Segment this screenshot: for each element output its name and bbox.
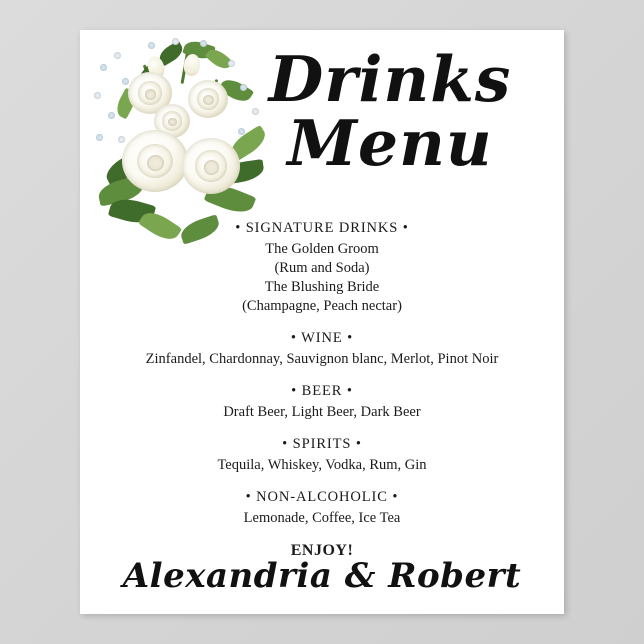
leaf [182, 38, 215, 62]
title-line-1: Drinks [268, 42, 512, 116]
stem [181, 44, 191, 84]
section-line: Draft Beer, Light Beer, Dark Beer [223, 404, 421, 420]
leaf [133, 60, 165, 93]
poster [80, 30, 564, 614]
title-line-2: Menu [287, 106, 493, 180]
rose [188, 80, 228, 118]
gypsophila [132, 100, 139, 107]
stem [201, 79, 219, 117]
section-heading: • SPIRITS • [282, 436, 362, 452]
menu-section-beer [110, 383, 534, 422]
menu-body [110, 220, 534, 560]
gypsophila [200, 40, 207, 47]
section-line: Tequila, Whiskey, Vodka, Rum, Gin [217, 457, 427, 473]
rose-bud [183, 53, 202, 77]
section-heading: • WINE • [290, 330, 354, 346]
section-heading: • NON-ALCOHOLIC • [245, 489, 399, 505]
section-heading: • SIGNATURE DRINKS • [235, 220, 409, 236]
gypsophila [118, 136, 125, 143]
rose [122, 130, 188, 192]
section-line: The Golden Groom [265, 241, 379, 257]
menu-section-spirits [110, 436, 534, 475]
gypsophila [100, 64, 107, 71]
leaf [204, 180, 257, 218]
gypsophila [96, 134, 103, 141]
rose-bud [145, 54, 167, 80]
stem [143, 64, 156, 97]
section-heading: • BEER • [291, 383, 353, 399]
leaf [113, 88, 139, 120]
gypsophila [122, 78, 129, 85]
menu-section-non-alcoholic [110, 489, 534, 528]
section-line: Lemonade, Coffee, Ice Tea [243, 510, 401, 526]
gypsophila [172, 38, 179, 45]
gypsophila [114, 52, 121, 59]
leaf [156, 41, 186, 67]
gypsophila [108, 112, 115, 119]
menu-section-signature-drinks [110, 220, 534, 316]
gypsophila [148, 42, 155, 49]
gypsophila [94, 92, 101, 99]
rose [154, 104, 190, 138]
section-line: (Rum and Soda) [274, 260, 370, 276]
page-title [230, 42, 550, 180]
section-line: (Champagne, Peach nectar) [242, 298, 402, 314]
couple-names: Alexandria & Robert [122, 556, 522, 596]
leaf [96, 175, 146, 206]
enjoy-text: ENJOY! [290, 542, 354, 559]
menu-section-wine [110, 330, 534, 369]
section-line: The Blushing Bride [264, 279, 380, 295]
section-line: Zinfandel, Chardonnay, Sauvignon blanc, Merlot, Pinot Noir [145, 351, 499, 367]
leaf [102, 149, 148, 186]
rose [128, 72, 172, 114]
